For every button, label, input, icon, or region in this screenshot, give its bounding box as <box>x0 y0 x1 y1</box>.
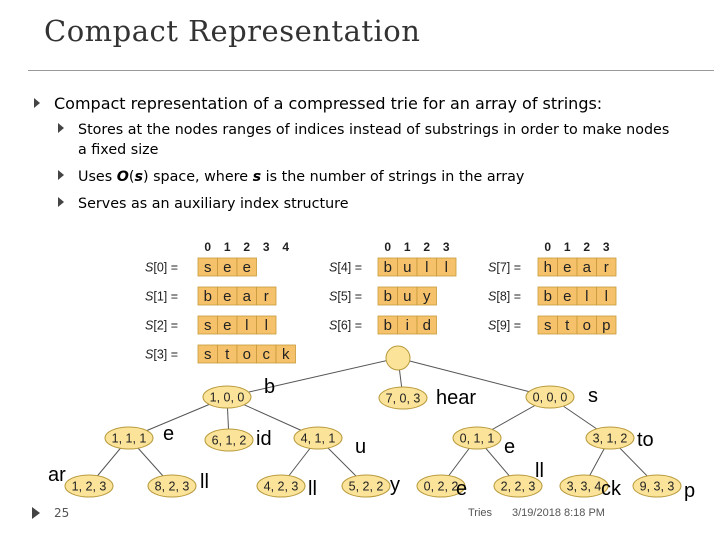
slide-title: Compact Representation <box>44 14 421 48</box>
string-var-symbol: S <box>145 347 154 362</box>
trie-substring-annotation: y <box>390 474 400 496</box>
string-index: [3] = <box>153 347 179 362</box>
trie-substring-annotation: e <box>456 478 468 500</box>
array-row-label <box>145 290 178 304</box>
trie-root-node <box>386 346 410 370</box>
sub-bullet-3-text: Serves as an auxiliary index structure <box>78 196 349 212</box>
trie-node-label: 3, 3, 4 <box>566 479 602 494</box>
trie-node-label: 0, 1, 1 <box>459 431 495 446</box>
sub-bullet-2-post2: is the number of strings in the array <box>261 169 525 185</box>
char-cell-letter: b <box>383 288 392 305</box>
char-cell-letter: l <box>604 288 608 305</box>
index-header: 3 <box>442 240 450 254</box>
char-cell-letter: b <box>383 317 392 334</box>
trie-substring-annotation: s <box>588 385 598 407</box>
char-cell-letter: e <box>223 317 232 334</box>
main-bullet-text: Compact representation of a compressed trie for an array of strings: <box>54 94 603 113</box>
paren-close: ) <box>142 169 149 185</box>
string-var-symbol: S <box>145 289 154 304</box>
string-index: [1] = <box>153 289 179 304</box>
char-cell-letter: l <box>264 317 268 334</box>
string-var-symbol: S <box>329 289 338 304</box>
string-index: [8] = <box>496 289 522 304</box>
char-cell-letter: u <box>403 288 412 305</box>
index-header: 2 <box>423 240 431 254</box>
var-s-2: s <box>252 169 262 185</box>
array-row-label <box>488 290 521 304</box>
char-cell-letter: r <box>603 259 609 276</box>
char-cell-letter: e <box>563 259 572 276</box>
sub-bullet-1-line1: Stores at the nodes ranges of indices instead of substrings in order to make nodes <box>78 122 670 138</box>
trie-substring-annotation: ll <box>535 460 544 482</box>
string-index: [4] = <box>337 260 363 275</box>
string-var-symbol: S <box>329 318 338 333</box>
char-cell-letter: t <box>225 346 230 363</box>
footer-date: 3/19/2018 8:18 PM <box>512 507 605 519</box>
array-row-label <box>329 319 362 333</box>
char-cell-letter: b <box>383 259 392 276</box>
page-number: 25 <box>54 506 70 520</box>
index-header: 4 <box>282 240 290 254</box>
array-row-label <box>329 261 362 275</box>
trie-substring-annotation: ll <box>308 478 317 500</box>
index-header: 3 <box>262 240 270 254</box>
char-cell-letter: r <box>263 288 269 305</box>
var-s: s <box>134 169 143 185</box>
char-cell-letter: b <box>203 288 212 305</box>
trie-node-label: 5, 2, 2 <box>348 479 384 494</box>
char-cell-letter: l <box>585 288 589 305</box>
char-cell-letter: u <box>403 259 412 276</box>
char-cell-letter: e <box>223 259 232 276</box>
char-cell-letter: s <box>204 259 212 276</box>
sub-bullet-2-pre: Uses <box>78 169 117 185</box>
array-row-label <box>145 319 178 333</box>
string-var-symbol: S <box>488 260 497 275</box>
trie-node-label: 2, 2, 3 <box>500 479 536 494</box>
trie-node-label: 8, 2, 3 <box>154 479 190 494</box>
trie-node-label: 1, 0, 0 <box>209 390 245 405</box>
array-row-label <box>145 261 178 275</box>
char-cell-letter: i <box>405 317 409 334</box>
trie-node-label: 7, 0, 3 <box>385 391 421 406</box>
char-cell-letter: e <box>223 288 232 305</box>
char-cell-letter: b <box>543 288 552 305</box>
char-cell-letter: a <box>242 288 251 305</box>
char-cell-letter: e <box>563 288 572 305</box>
trie-substring-annotation: u <box>355 436 367 458</box>
char-cell-letter: p <box>602 317 611 334</box>
trie-node-label: 3, 1, 2 <box>592 431 628 446</box>
array-row-label <box>488 319 521 333</box>
string-var-symbol: S <box>488 318 497 333</box>
big-o-symbol: O <box>116 169 129 185</box>
index-header: 0 <box>544 240 552 254</box>
string-index: [0] = <box>153 260 179 275</box>
index-header: 3 <box>602 240 610 254</box>
char-cell-letter: o <box>242 346 251 363</box>
footer-triangle-icon <box>32 507 40 519</box>
char-cell-letter: k <box>282 346 290 363</box>
footer-title: Tries <box>468 507 493 519</box>
string-var-symbol: S <box>488 289 497 304</box>
trie-node-label: 1, 1, 1 <box>111 431 147 446</box>
trie-node-label: 4, 2, 3 <box>263 479 299 494</box>
char-cell-letter: l <box>425 259 429 276</box>
string-var-symbol: S <box>145 318 154 333</box>
sub-bullet-1-line2: a fixed size <box>78 142 159 158</box>
string-index: [5] = <box>337 289 363 304</box>
trie-substring-annotation: hear <box>436 387 477 409</box>
string-index: [2] = <box>153 318 179 333</box>
trie-substring-annotation: e <box>163 423 175 445</box>
char-cell-letter: o <box>582 317 591 334</box>
trie-edge <box>227 358 398 397</box>
char-cell-letter: h <box>543 259 552 276</box>
trie-node-label: 0, 0, 0 <box>532 390 568 405</box>
trie-node-label: 6, 1, 2 <box>211 433 247 448</box>
paren-open: ( <box>128 169 135 185</box>
char-cell-letter: s <box>544 317 552 334</box>
char-cell-letter: y <box>423 288 431 305</box>
string-var-symbol: S <box>329 260 338 275</box>
array-row-label <box>145 348 178 362</box>
char-cell-letter: a <box>582 259 591 276</box>
string-index: [9] = <box>496 318 522 333</box>
index-header: 2 <box>583 240 591 254</box>
trie-node-label: 4, 1, 1 <box>300 431 336 446</box>
string-index: [6] = <box>337 318 363 333</box>
index-header: 2 <box>243 240 251 254</box>
trie-substring-annotation: ar <box>48 464 66 486</box>
char-cell-letter: t <box>565 317 570 334</box>
trie-substring-annotation: id <box>256 428 272 450</box>
char-cell-letter: c <box>262 346 270 363</box>
string-var-symbol: S <box>145 260 154 275</box>
string-index: [7] = <box>496 260 522 275</box>
array-row-label <box>329 290 362 304</box>
index-header: 0 <box>204 240 212 254</box>
trie-substring-annotation: ll <box>200 471 209 493</box>
char-cell-letter: e <box>242 259 251 276</box>
trie-node-label: 0, 2, 2 <box>423 479 459 494</box>
sub-bullet-2-post: space, where <box>148 169 253 185</box>
trie-node-label: 9, 3, 3 <box>639 479 675 494</box>
char-cell-letter: l <box>444 259 448 276</box>
trie-substring-annotation: ck <box>601 478 621 500</box>
index-header: 1 <box>563 240 571 254</box>
char-cell-letter: l <box>245 317 249 334</box>
trie-substring-annotation: p <box>684 480 696 502</box>
index-header: 0 <box>384 240 392 254</box>
char-cell-letter: s <box>204 346 212 363</box>
trie-substring-annotation: to <box>637 429 654 451</box>
trie-node-label: 1, 2, 3 <box>71 479 107 494</box>
char-cell-letter: s <box>204 317 212 334</box>
trie-substring-annotation: e <box>504 436 516 458</box>
array-row-label <box>488 261 521 275</box>
char-cell-letter: d <box>422 317 431 334</box>
index-header: 1 <box>223 240 231 254</box>
index-header: 1 <box>403 240 411 254</box>
trie-substring-annotation: b <box>264 376 276 398</box>
